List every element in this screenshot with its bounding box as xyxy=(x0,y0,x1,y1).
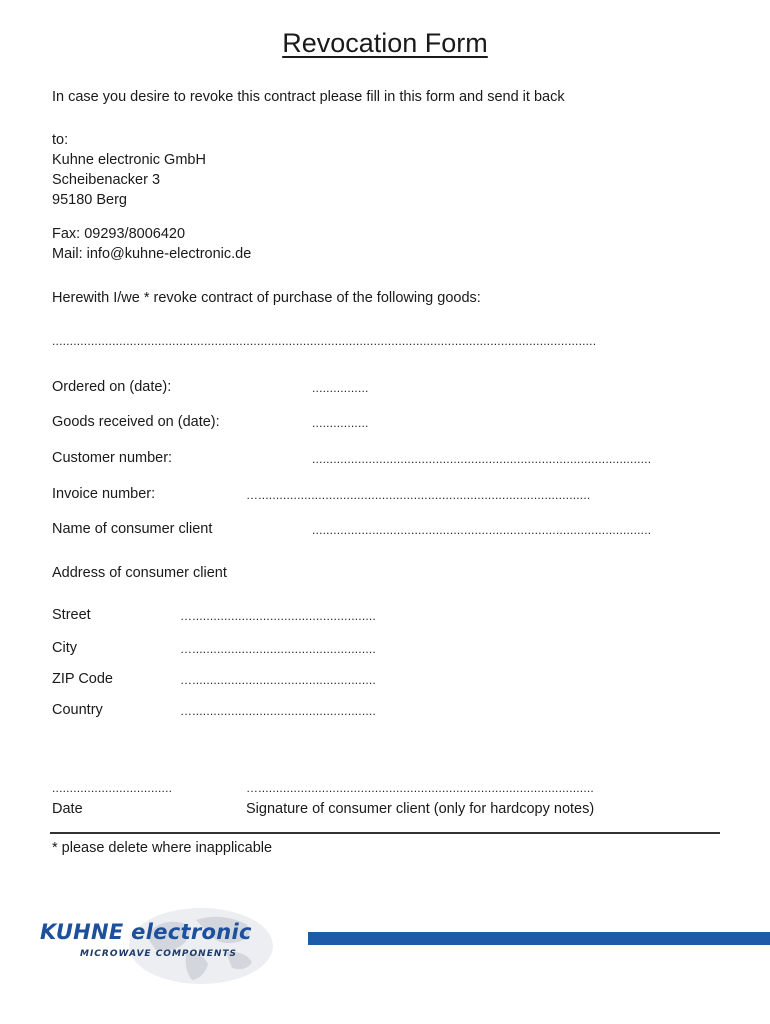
company-logo xyxy=(36,906,770,988)
city-label: City xyxy=(52,640,77,656)
invoice-number-label: Invoice number: xyxy=(52,486,156,502)
city-fill-line[interactable]: ….................................................... xyxy=(180,642,376,656)
to-label: to: xyxy=(52,132,69,148)
date-label: Date xyxy=(52,801,83,817)
company-street: Scheibenacker 3 xyxy=(52,172,161,188)
received-fill-line[interactable]: ................ xyxy=(312,416,369,430)
ordered-fill-line[interactable]: ................ xyxy=(312,381,369,395)
signature-label: Signature of consumer client (only for hardcopy notes) xyxy=(246,801,595,817)
form-title: Revocation Form xyxy=(282,28,488,58)
logo-brand-bar xyxy=(308,932,770,945)
revoke-statement: Herewith I/we * revoke contract of purchase of the following goods: xyxy=(52,290,481,306)
received-label: Goods received on (date): xyxy=(52,414,220,430)
zip-label: ZIP Code xyxy=(52,671,113,687)
ordered-label: Ordered on (date): xyxy=(52,379,172,395)
address-heading: Address of consumer client xyxy=(52,565,227,581)
footnote: * please delete where inapplicable xyxy=(52,840,273,856)
street-fill-line[interactable]: ….................................................... xyxy=(180,609,376,623)
fax-number: Fax: 09293/8006420 xyxy=(52,226,186,242)
signature-fill-line[interactable]: …............................................................................................... xyxy=(246,781,594,795)
invoice-number-fill-line[interactable]: ….............................................................................................. xyxy=(246,488,591,502)
footer-divider xyxy=(50,832,720,834)
globe-icon xyxy=(126,906,276,986)
intro-text: In case you desire to revoke this contract please fill in this form and send it back xyxy=(52,89,565,105)
goods-fill-line[interactable]: .......................................................................................................................................................... xyxy=(52,334,597,348)
date-fill-line[interactable]: .................................. xyxy=(52,781,173,795)
customer-number-label: Customer number: xyxy=(52,450,173,466)
zip-fill-line[interactable]: ….................................................... xyxy=(180,673,376,687)
mail-address: Mail: info@kuhne-electronic.de xyxy=(52,246,252,262)
client-name-label: Name of consumer client xyxy=(52,521,213,537)
street-label: Street xyxy=(52,607,91,623)
country-label: Country xyxy=(52,702,103,718)
company-name: Kuhne electronic GmbH xyxy=(52,152,206,168)
customer-number-fill-line[interactable]: ................................................................................................ xyxy=(312,452,652,466)
logo-tagline: MICROWAVE COMPONENTS xyxy=(80,949,237,959)
client-name-fill-line[interactable]: ................................................................................................ xyxy=(312,523,652,537)
company-city: 95180 Berg xyxy=(52,192,127,208)
country-fill-line[interactable]: ….................................................... xyxy=(180,704,376,718)
logo-wordmark: KUHNE electronic xyxy=(40,920,252,944)
